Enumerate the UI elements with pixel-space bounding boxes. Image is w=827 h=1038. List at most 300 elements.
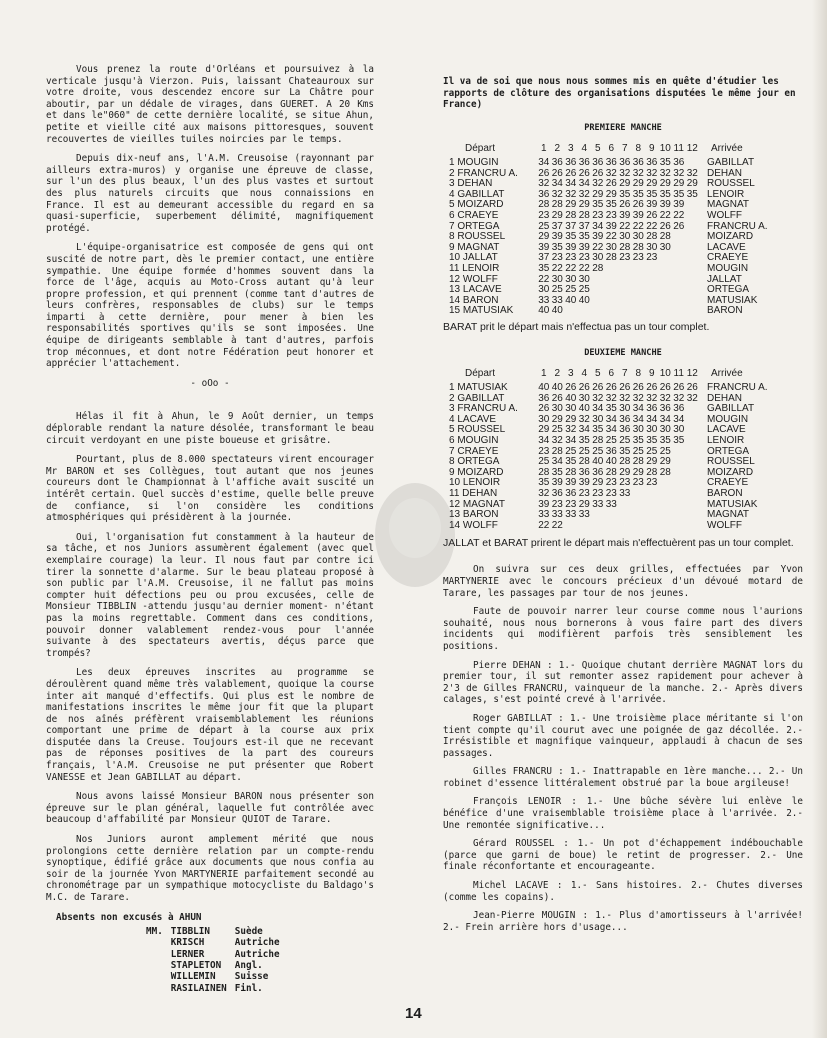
lap-cell bbox=[645, 500, 659, 511]
lap-cell: 23 bbox=[619, 477, 631, 489]
rider-position: 10 bbox=[449, 477, 461, 489]
lap-cell: 32 bbox=[605, 167, 617, 179]
lap-cell: 26 bbox=[632, 382, 644, 394]
lap-cell: 36 bbox=[605, 445, 617, 457]
lap-cell: 33 bbox=[538, 294, 550, 306]
lap-header: 9 bbox=[648, 143, 655, 155]
lap-cell bbox=[686, 253, 700, 264]
lap-cell: 33 bbox=[578, 509, 590, 521]
lap-cell: 26 bbox=[565, 167, 577, 179]
lap-cell: 35 bbox=[646, 188, 658, 200]
lap-cell: 22 bbox=[632, 220, 644, 232]
lap-cell bbox=[672, 468, 686, 479]
lap-cell: 39 bbox=[673, 199, 685, 211]
lap-cell bbox=[672, 510, 686, 521]
lap-cell: 32 bbox=[619, 392, 631, 404]
lap-cell: 22 bbox=[538, 273, 550, 285]
lap-cell: 36 bbox=[673, 156, 685, 168]
header-depart: Départ bbox=[465, 368, 496, 380]
lap-cell: 34 bbox=[578, 178, 590, 190]
rider-arrival: LACAVE bbox=[707, 424, 746, 436]
lap-cell: 32 bbox=[686, 167, 698, 179]
lap-cell: 35 bbox=[632, 435, 644, 447]
lap-cell: 40 bbox=[538, 305, 550, 317]
lap-cell: 26 bbox=[659, 220, 671, 232]
lap-cell: 36 bbox=[646, 403, 658, 415]
lap-cell bbox=[605, 275, 619, 286]
lap-cell bbox=[632, 510, 646, 521]
lap-cell: 36 bbox=[659, 403, 671, 415]
lap-cell: 26 bbox=[565, 382, 577, 394]
lap-cell: 35 bbox=[619, 445, 631, 457]
lap-cell: 23 bbox=[605, 488, 617, 499]
lap-cell bbox=[632, 296, 646, 307]
lap-cell bbox=[672, 478, 686, 489]
lap-cell: 30 bbox=[578, 273, 590, 285]
lap-cell: 39 bbox=[659, 199, 671, 211]
lap-cell: 34 bbox=[632, 403, 644, 415]
lap-cell bbox=[659, 285, 673, 296]
lap-cell: 34 bbox=[551, 456, 563, 468]
lap-cell: 35 bbox=[565, 231, 577, 243]
lap-cell: 29 bbox=[659, 456, 671, 468]
lap-cell: 29 bbox=[632, 178, 644, 190]
lap-cell bbox=[672, 489, 686, 500]
lap-cell: 40 bbox=[605, 456, 617, 468]
lap-cell: 26 bbox=[551, 392, 563, 404]
manche2-title: DEUXIEME MANCHE bbox=[584, 347, 662, 358]
rider-arrival: ORTEGA bbox=[707, 445, 750, 457]
lap-cell: 40 bbox=[592, 456, 604, 468]
lap-cell bbox=[686, 500, 700, 511]
manche1-title: PREMIERE MANCHE bbox=[584, 122, 662, 133]
rider-arrival: BARON bbox=[707, 488, 743, 499]
race-header-row bbox=[449, 144, 768, 158]
rider-position: 11 bbox=[449, 262, 460, 274]
lap-header: 11 bbox=[673, 143, 684, 155]
lap-cell: 34 bbox=[659, 413, 671, 425]
lap-cell: 32 bbox=[538, 488, 550, 499]
lap-cell bbox=[686, 510, 700, 521]
lap-cell bbox=[672, 296, 686, 307]
lap-cell bbox=[686, 521, 700, 532]
lap-cell: 36 bbox=[578, 466, 590, 478]
lap-cell bbox=[672, 457, 686, 468]
lap-cell: 36 bbox=[605, 156, 617, 168]
header-arrivee: Arrivée bbox=[711, 143, 743, 155]
lap-cell bbox=[618, 285, 632, 296]
lap-cell: 34 bbox=[538, 435, 550, 447]
lap-cell bbox=[686, 211, 700, 222]
lap-cell: 33 bbox=[619, 488, 631, 499]
lap-cell bbox=[659, 500, 673, 511]
lap-cell bbox=[605, 285, 619, 296]
lap-cell: 36 bbox=[551, 488, 563, 499]
lap-cell bbox=[591, 306, 605, 317]
lap-cell: 33 bbox=[605, 498, 617, 510]
lap-cell bbox=[632, 275, 646, 286]
lap-cell: 32 bbox=[538, 178, 550, 190]
lap-cell: 26 bbox=[538, 403, 550, 415]
lap-header: 12 bbox=[686, 143, 698, 155]
rider-name: MOUGIN bbox=[457, 435, 499, 447]
rider-start bbox=[449, 306, 537, 317]
race-row bbox=[449, 306, 768, 317]
rider-name: WOLFF bbox=[462, 519, 498, 531]
lap-cell bbox=[659, 521, 673, 532]
paragraph: Nous avons laissé Monsieur BARON nous présenter son épreuve sur le plan général, laquelle fut contrôlée avec beaucoup d'affabilité par Monsieur QUIOT de Tarare. bbox=[46, 791, 374, 826]
lap-cell: 37 bbox=[578, 220, 590, 232]
absent-name: LERNER bbox=[170, 948, 205, 960]
lap-cell: 28 bbox=[646, 466, 658, 478]
lap-cell: 35 bbox=[673, 435, 685, 447]
lap-cell: 28 bbox=[619, 456, 631, 468]
lap-cell: 23 bbox=[565, 498, 577, 510]
rider-position: 9 bbox=[449, 241, 455, 253]
lap-cell: 29 bbox=[619, 466, 631, 478]
lap-cell: 35 bbox=[538, 477, 550, 489]
lap-cell bbox=[659, 275, 673, 286]
lap-cell: 39 bbox=[551, 231, 563, 243]
lap-cell: 35 bbox=[565, 456, 577, 468]
manche1-table bbox=[449, 144, 768, 317]
lap-cell: 34 bbox=[673, 413, 685, 425]
lap-cell bbox=[605, 306, 619, 317]
absent-name: WILLEMIN bbox=[170, 971, 216, 983]
lap-cell: 39 bbox=[565, 241, 577, 253]
lap-cell: 40 bbox=[538, 382, 550, 394]
lap-cell bbox=[564, 521, 578, 532]
lap-cell: 34 bbox=[551, 178, 563, 190]
lap-cell: 29 bbox=[551, 413, 563, 425]
lap-cell: 29 bbox=[673, 178, 685, 190]
lap-cell bbox=[605, 296, 619, 307]
absent-country: Angl. bbox=[234, 960, 263, 972]
lap-cell bbox=[672, 264, 686, 275]
lap-cell: 30 bbox=[538, 413, 550, 425]
rider-position: 7 bbox=[449, 445, 455, 457]
paragraph: Michel LACAVE : 1.- Sans histoires. 2.- Chutes diverses (comme les copains). bbox=[443, 880, 803, 903]
rider-position: 5 bbox=[449, 199, 455, 211]
lap-cell: 28 bbox=[605, 252, 617, 264]
lap-cell: 32 bbox=[686, 392, 698, 404]
lap-cell: 23 bbox=[619, 252, 631, 264]
rider-name: MATUSIAK bbox=[457, 382, 508, 394]
lap-header: 4 bbox=[581, 368, 588, 380]
lap-cell: 40 bbox=[551, 305, 563, 317]
paragraph: Hélas il fit à Ahun, le 9 Août dernier, un temps déplorable rendant la nature désolée, transformant le beau circuit verdoyant en une piste boueuse et grisâtre. bbox=[46, 411, 374, 446]
paragraph: Les deux épreuves inscrites au programme se déroulèrent quand même très valablement, quoique la course inter ait manqué d'effectifs. Qui plus est le nombre de manifestations inscrites le même jour fit que la plupart de nos aînés préfèrent vraisemblablement les réunions comportant une prime de départ à la course aux prix disputée dans la Creuse. Toujours est-il que ne recevant pas de réponses positives de la part des coureurs français, l'A.M. Creusoise ne put présenter que Robert VANESSE et Jean GABILLAT au départ. bbox=[46, 667, 374, 783]
lap-cell: 26 bbox=[686, 382, 698, 394]
lap-cell: 23 bbox=[551, 252, 563, 264]
lap-cell: 40 bbox=[578, 403, 590, 415]
lap-cell bbox=[686, 222, 700, 233]
lap-cell bbox=[632, 306, 646, 317]
rider-position: 9 bbox=[449, 466, 455, 478]
absent-prefix bbox=[146, 949, 171, 960]
lap-cell bbox=[591, 510, 605, 521]
lap-cell bbox=[645, 296, 659, 307]
lap-cell: 29 bbox=[578, 199, 590, 211]
lap-cell: 26 bbox=[659, 382, 671, 394]
paragraph: Oui, l'organisation fut constamment à la hauteur de sa tâche, et nos Juniors assumèrent également (avec quel exemplaire courage) la leur. Il nous faut par contre ici tirer la sonnette d'alarme. Sur le beau plateau proposé à son public par l'A.M. Creusoise, il ne fallut pas moins compter huit défections peu ou prou excusées, celle de Monsieur TIBBLIN -attendu jusqu'au dernier moment- n'étant pas la moins regrettable. Comment dans ces conditions, pouvoir donner valablement rendez-vous pour l'année suivante à des spectateurs avertis, déçus parce que trompés? bbox=[46, 531, 374, 659]
rider-name: JALLAT bbox=[462, 252, 498, 264]
absent-row bbox=[146, 949, 288, 960]
lap-cell: 22 bbox=[578, 262, 590, 274]
lap-cell: 30 bbox=[551, 403, 563, 415]
lap-cell: 39 bbox=[538, 498, 550, 510]
lap-cell: 35 bbox=[605, 403, 617, 415]
lap-cell: 29 bbox=[578, 498, 590, 510]
lap-header: 2 bbox=[554, 143, 561, 155]
header-depart: Départ bbox=[465, 143, 496, 155]
rider-name: MOIZARD bbox=[457, 466, 504, 478]
lap-cell: 35 bbox=[592, 424, 604, 436]
lap-cell: 23 bbox=[632, 477, 644, 489]
lap-cell: 29 bbox=[605, 188, 617, 200]
lap-cell: 26 bbox=[605, 178, 617, 190]
lap-cell: 39 bbox=[619, 209, 631, 221]
lap-cell: 39 bbox=[551, 477, 563, 489]
lap-cell bbox=[686, 200, 700, 211]
lap-cell: 29 bbox=[538, 231, 550, 243]
rider-position: 8 bbox=[449, 231, 455, 243]
rider-position: 2 bbox=[449, 167, 455, 179]
paragraph: Gilles FRANCRU : 1.- Inattrapable en 1ère manche... 2.- Un robinet d'essence littéralement obstrué par la boue argileuse! bbox=[443, 766, 803, 789]
lap-header: 9 bbox=[648, 368, 655, 380]
lap-cell: 22 bbox=[592, 241, 604, 253]
lap-cell bbox=[645, 521, 659, 532]
lap-cell: 36 bbox=[592, 466, 604, 478]
rider-arrival: WOLFF bbox=[707, 209, 742, 221]
lap-cell: 32 bbox=[592, 178, 604, 190]
absent-name: STAPLETON bbox=[170, 960, 222, 972]
lap-header: 3 bbox=[567, 143, 574, 155]
lap-cell: 26 bbox=[605, 382, 617, 394]
lap-cell: 34 bbox=[632, 413, 644, 425]
rider-name: ORTEGA bbox=[457, 220, 500, 232]
rider-position: 14 bbox=[449, 294, 461, 306]
lap-cell: 28 bbox=[632, 456, 644, 468]
lap-cell: 30 bbox=[632, 231, 644, 243]
paragraph: François LENOIR : 1.- Une bûche sévère lui enlève le bénéfice d'une vraisemblable troisième place à l'arrivée. 2.- Une remontée significative... bbox=[443, 796, 803, 831]
lap-cell bbox=[618, 264, 632, 275]
lap-cell: 37 bbox=[551, 220, 563, 232]
absent-prefix bbox=[146, 971, 171, 982]
lap-cell bbox=[618, 521, 632, 532]
lap-cell: 32 bbox=[551, 435, 563, 447]
lap-cell: 25 bbox=[565, 445, 577, 457]
lap-cell bbox=[591, 275, 605, 286]
lap-cell: 25 bbox=[605, 435, 617, 447]
rider-arrival: MATUSIAK bbox=[707, 294, 758, 306]
lap-cell: 23 bbox=[538, 209, 550, 221]
lap-cell: 26 bbox=[592, 382, 604, 394]
lap-cell bbox=[632, 489, 646, 500]
lap-header: 4 bbox=[581, 143, 588, 155]
lap-cell bbox=[672, 306, 686, 317]
lap-header: 5 bbox=[594, 368, 601, 380]
lap-cell: 22 bbox=[565, 262, 577, 274]
lap-cell: 28 bbox=[565, 209, 577, 221]
lap-cell: 28 bbox=[605, 466, 617, 478]
lap-cell bbox=[632, 521, 646, 532]
rider-name: MOUGIN bbox=[457, 156, 499, 168]
watermark-stamp bbox=[325, 460, 505, 610]
lap-cell: 33 bbox=[592, 498, 604, 510]
lap-cell: 34 bbox=[605, 424, 617, 436]
rider-arrival: LENOIR bbox=[707, 188, 745, 200]
lap-cell: 39 bbox=[605, 220, 617, 232]
lap-cell bbox=[659, 478, 673, 489]
rider-position: 8 bbox=[449, 456, 455, 468]
rider-name: GABILLAT bbox=[457, 392, 505, 404]
lap-cell: 26 bbox=[619, 382, 631, 394]
rider-name: LENOIR bbox=[462, 262, 500, 274]
lap-cell: 30 bbox=[659, 424, 671, 436]
lap-cell: 23 bbox=[565, 252, 577, 264]
lap-cell: 33 bbox=[565, 509, 577, 521]
lap-cell bbox=[591, 296, 605, 307]
lap-header: 8 bbox=[635, 368, 642, 380]
lap-cell: 26 bbox=[578, 382, 590, 394]
lap-cell: 36 bbox=[538, 392, 550, 404]
lap-cell: 35 bbox=[659, 156, 671, 168]
lap-cell: 29 bbox=[551, 209, 563, 221]
rider-name: ROUSSEL bbox=[457, 231, 506, 243]
lap-header: 3 bbox=[567, 368, 574, 380]
lap-cell: 22 bbox=[605, 231, 617, 243]
lap-cell: 30 bbox=[646, 241, 658, 253]
rider-position: 4 bbox=[449, 188, 455, 200]
lap-cell bbox=[686, 489, 700, 500]
paragraph: Pierre DEHAN : 1.- Quoique chutant derrière MAGNAT lors du premier tour, il sut remonter assez rapidement pour achever à 2'3 de Gilles FRANCRU, vainqueur de la manche. 2.- Après divers calages, s'est pointé crevé à l'arrivée. bbox=[443, 659, 803, 706]
lap-cell: 32 bbox=[646, 392, 658, 404]
lap-cell: 34 bbox=[565, 178, 577, 190]
lap-cell bbox=[618, 296, 632, 307]
lap-cell: 35 bbox=[632, 188, 644, 200]
lap-cell: 25 bbox=[538, 220, 550, 232]
lap-header: 2 bbox=[554, 368, 561, 380]
lap-cell: 25 bbox=[632, 445, 644, 457]
lap-cell: 25 bbox=[551, 284, 563, 296]
lap-cell: 29 bbox=[565, 199, 577, 211]
lap-cell: 30 bbox=[551, 273, 563, 285]
lap-cell bbox=[672, 232, 686, 243]
lap-cell bbox=[686, 447, 700, 458]
paragraph: Pourtant, plus de 8.000 spectateurs virent encourager Mr BARON et ses Collègues, tout autant que nos jeunes coureurs dont le Championnat à l'affiche avait suscité un intérêt certain. Quel succès d'estime, quelle belle preuve de confiance, si l'on considère les conditions atmosphériques qui présidèrent à la journée. bbox=[46, 454, 374, 524]
lap-cell: 25 bbox=[565, 284, 577, 296]
lap-cell: 36 bbox=[578, 156, 590, 168]
rider-position: 5 bbox=[449, 424, 455, 436]
lap-cell: 39 bbox=[646, 199, 658, 211]
lap-cell bbox=[645, 285, 659, 296]
manche2-note: JALLAT et BARAT prirent le départ mais n'effectuèrent pas un tour complet. bbox=[443, 537, 794, 550]
lap-cell: 35 bbox=[551, 466, 563, 478]
lap-cell: 34 bbox=[578, 424, 590, 436]
lap-header: 7 bbox=[621, 143, 628, 155]
lap-cell: 36 bbox=[619, 413, 631, 425]
rider-arrival: ROUSSEL bbox=[707, 456, 755, 468]
lap-cell: 35 bbox=[686, 188, 698, 200]
absent-prefix: MM. bbox=[146, 926, 163, 938]
rider-name: BARON bbox=[462, 509, 499, 521]
lap-cell bbox=[632, 500, 646, 511]
lap-cell bbox=[672, 243, 686, 254]
rider-position: 14 bbox=[449, 519, 461, 531]
lap-cell: 29 bbox=[619, 178, 631, 190]
lap-cell bbox=[672, 500, 686, 511]
paragraph: Vous prenez la route d'Orléans et poursuivez à la verticale jusqu'à Vierzon. Puis, laissant Chateauroux sur votre droite, vous descendez encore sur La Châtre pour aboutir, par un dédale de virages, dans GUERET. A 20 Kms et dans le"060" de cette dernière localité, se situe Ahun, petite et vieille cité aux maisons pittoresques, souvent recouvertes de vieilles tuiles noircies par le temps. bbox=[46, 64, 374, 145]
lap-cell: 33 bbox=[551, 294, 563, 306]
rider-name: CRAEYE bbox=[457, 209, 499, 221]
lap-cell bbox=[564, 306, 578, 317]
lap-cell: 26 bbox=[592, 167, 604, 179]
lap-cell bbox=[645, 306, 659, 317]
lap-header: 8 bbox=[635, 143, 642, 155]
lap-cell bbox=[605, 521, 619, 532]
rider-position: 3 bbox=[449, 178, 455, 190]
lap-cell: 28 bbox=[619, 241, 631, 253]
lap-cell: 32 bbox=[592, 392, 604, 404]
rider-name: LENOIR bbox=[462, 477, 501, 489]
lap-cell: 35 bbox=[538, 262, 550, 274]
lap-header: 10 bbox=[659, 143, 671, 155]
lap-cell: 28 bbox=[538, 199, 550, 211]
rider-name: BARON bbox=[462, 294, 499, 306]
rider-arrival: MATUSIAK bbox=[707, 498, 758, 510]
lap-cell: 22 bbox=[538, 519, 550, 531]
lap-cell: 23 bbox=[551, 498, 563, 510]
rider-name: MAGNAT bbox=[457, 241, 500, 253]
lap-cell: 36 bbox=[551, 156, 563, 168]
absent-country: Suède bbox=[234, 926, 263, 938]
lap-cell: 29 bbox=[592, 477, 604, 489]
rider-position: 13 bbox=[449, 509, 461, 521]
paragraph: On suivra sur ces deux grilles, effectuées par Yvon MARTYNERIE avec le concours précieux d'un dévoué motard de Tarare, les passages par tour de nos jeunes. bbox=[443, 564, 803, 599]
rider-name: MOIZARD bbox=[457, 199, 504, 211]
lap-cell: 35 bbox=[551, 241, 563, 253]
lap-cell: 30 bbox=[592, 252, 604, 264]
lap-header: 5 bbox=[594, 143, 601, 155]
lap-cell bbox=[618, 500, 632, 511]
lap-cell: 35 bbox=[646, 435, 658, 447]
lap-cell: 29 bbox=[686, 178, 698, 190]
lap-cell bbox=[686, 275, 700, 286]
lap-cell bbox=[672, 275, 686, 286]
lap-cell: 22 bbox=[659, 209, 671, 221]
lap-cell: 34 bbox=[538, 156, 550, 168]
lap-cell: 30 bbox=[578, 392, 590, 404]
lap-cell: 39 bbox=[578, 241, 590, 253]
rider-position: 6 bbox=[449, 209, 455, 221]
lap-cell: 34 bbox=[605, 413, 617, 425]
lap-cell: 32 bbox=[673, 167, 685, 179]
lap-cell: 22 bbox=[619, 220, 631, 232]
lap-cell: 32 bbox=[632, 167, 644, 179]
lap-cell: 39 bbox=[538, 241, 550, 253]
lap-cell: 26 bbox=[538, 167, 550, 179]
lap-cell: 39 bbox=[592, 231, 604, 243]
lap-cell: 39 bbox=[578, 477, 590, 489]
rider-arrival: ORTEGA bbox=[707, 284, 750, 296]
rider-name: LACAVE bbox=[457, 413, 497, 425]
lap-cell: 30 bbox=[619, 403, 631, 415]
rider-arrival: MOUGIN bbox=[707, 262, 749, 274]
lap-cell bbox=[686, 457, 700, 468]
lap-cell bbox=[605, 264, 619, 275]
lap-cell bbox=[672, 253, 686, 264]
